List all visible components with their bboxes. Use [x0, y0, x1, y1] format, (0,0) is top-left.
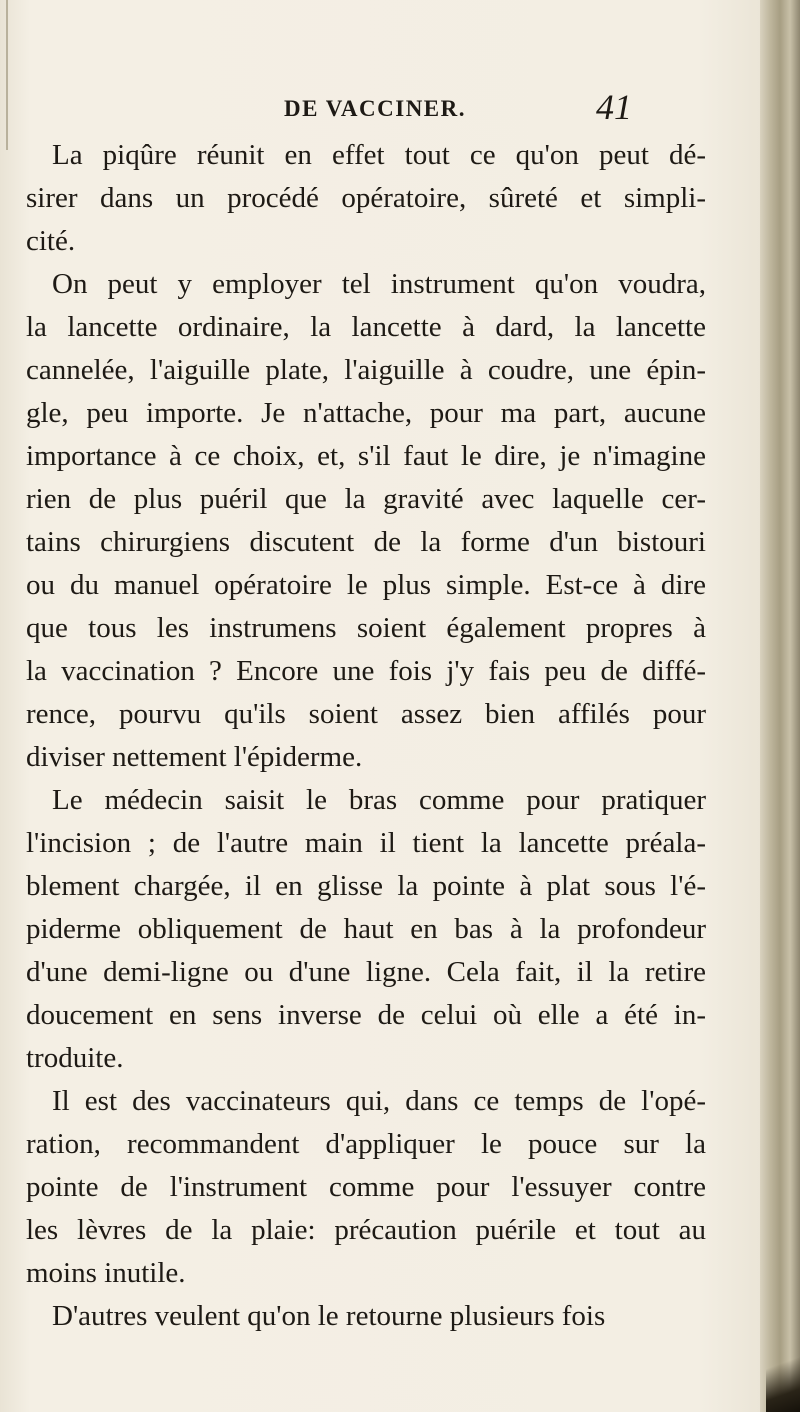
page-edge-right: [760, 0, 800, 1412]
text-line: la lancette ordinaire, la lancette à dard, la lancette: [26, 311, 706, 343]
text-line: D'autres veulent qu'on le retourne plusieurs fois: [52, 1300, 606, 1332]
text-line: doucement en sens inverse de celui où elle a été in-: [26, 999, 706, 1031]
text-line: l'incision ; de l'autre main il tient la lancette préala-: [26, 827, 706, 859]
text-line: les lèvres de la plaie: précaution puérile et tout au: [26, 1214, 706, 1246]
text-line: pointe de l'instrument comme pour l'essuyer contre: [26, 1171, 706, 1203]
page-corner-shadow: [766, 1332, 800, 1412]
body-text: [26, 134, 706, 1338]
text-line: On peut y employer tel instrument qu'on voudra,: [52, 268, 706, 300]
text-line: la vaccination ? Encore une fois j'y fais peu de diffé-: [26, 655, 706, 687]
text-line: cannelée, l'aiguille plate, l'aiguille à coudre, une épin-: [26, 354, 706, 386]
text-line: tains chirurgiens discutent de la forme d'un bistouri: [26, 526, 706, 558]
text-line: d'une demi-ligne ou d'une ligne. Cela fait, il la retire: [26, 956, 706, 988]
text-line: cité.: [26, 225, 76, 257]
text-line: rien de plus puéril que la gravité avec laquelle cer-: [26, 483, 706, 515]
page-number: 41: [596, 87, 632, 127]
text-line: diviser nettement l'épiderme.: [26, 741, 363, 773]
text-line: Le médecin saisit le bras comme pour pratiquer: [52, 784, 706, 816]
text-line: sirer dans un procédé opératoire, sûreté et simpli-: [26, 182, 706, 214]
running-title: DE VACCINER.: [283, 96, 467, 121]
text-line: que tous les instrumens soient également propres à: [26, 612, 706, 644]
text-line: Il est des vaccinateurs qui, dans ce temps de l'opé-: [52, 1085, 706, 1117]
text-line: moins inutile.: [26, 1257, 186, 1289]
text-line: importance à ce choix, et, s'il faut le dire, je n'imagine: [26, 440, 706, 472]
text-line: gle, peu importe. Je n'attache, pour ma part, aucune: [26, 397, 706, 429]
text-line: ration, recommandent d'appliquer le pouce sur la: [26, 1128, 706, 1160]
text-line: rence, pourvu qu'ils soient assez bien affilés pour: [26, 698, 706, 730]
text-line: blement chargée, il en glisse la pointe à plat sous l'é-: [26, 870, 706, 902]
running-head: [0, 87, 800, 132]
text-line: La piqûre réunit en effet tout ce qu'on peut dé-: [52, 139, 706, 171]
text-line: piderme obliquement de haut en bas à la profondeur: [26, 913, 706, 945]
text-line: ou du manuel opératoire le plus simple. Est-ce à dire: [26, 569, 706, 601]
text-line: troduite.: [26, 1042, 124, 1074]
